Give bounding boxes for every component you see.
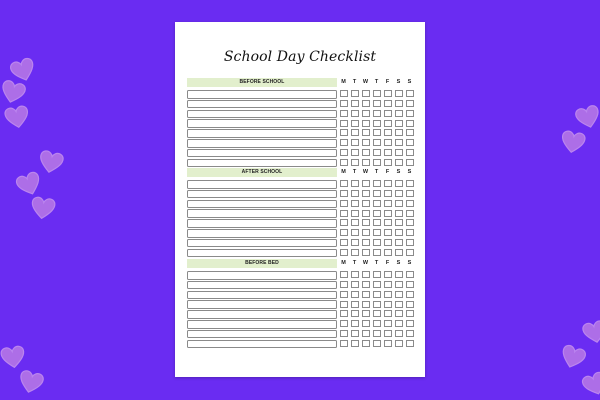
day-checkbox[interactable] xyxy=(373,139,381,146)
task-line[interactable] xyxy=(187,239,337,248)
task-line[interactable] xyxy=(187,330,337,339)
day-checkbox[interactable] xyxy=(340,310,348,317)
day-checkbox[interactable] xyxy=(340,340,348,347)
day-checkbox[interactable] xyxy=(340,110,348,117)
day-checkbox[interactable] xyxy=(373,340,381,347)
day-checkbox[interactable] xyxy=(340,190,348,197)
day-checkbox[interactable] xyxy=(406,320,414,327)
day-checkbox[interactable] xyxy=(340,180,348,187)
day-checkbox[interactable] xyxy=(362,330,370,337)
day-label: S xyxy=(407,169,412,175)
day-checkbox[interactable] xyxy=(395,180,403,187)
day-checkbox[interactable] xyxy=(395,271,403,278)
day-checkbox[interactable] xyxy=(395,320,403,327)
day-checkbox[interactable] xyxy=(395,110,403,117)
day-label: M xyxy=(341,79,346,85)
day-checkbox[interactable] xyxy=(373,271,381,278)
day-checkbox[interactable] xyxy=(340,320,348,327)
day-checkbox[interactable] xyxy=(395,291,403,298)
day-checkbox[interactable] xyxy=(362,301,370,308)
day-checkbox[interactable] xyxy=(384,330,392,337)
day-checkbox[interactable] xyxy=(384,320,392,327)
day-checkbox[interactable] xyxy=(362,210,370,217)
day-checkbox[interactable] xyxy=(373,291,381,298)
day-checkbox[interactable] xyxy=(384,100,392,107)
heart-icon xyxy=(2,103,32,131)
day-label: S xyxy=(407,260,412,266)
day-checkbox[interactable] xyxy=(406,129,414,136)
day-checkbox[interactable] xyxy=(395,120,403,127)
day-checkbox[interactable] xyxy=(351,190,359,197)
task-line[interactable] xyxy=(187,219,337,228)
section-header: BEFORE BED xyxy=(187,259,337,268)
day-checkbox[interactable] xyxy=(351,100,359,107)
day-checkbox[interactable] xyxy=(406,229,414,236)
day-checkbox[interactable] xyxy=(373,149,381,156)
task-line[interactable] xyxy=(187,180,337,189)
day-checkbox[interactable] xyxy=(384,159,392,166)
day-checkbox[interactable] xyxy=(373,100,381,107)
day-checkbox[interactable] xyxy=(362,129,370,136)
day-checkbox[interactable] xyxy=(362,180,370,187)
day-header-row xyxy=(339,78,415,87)
day-checkbox[interactable] xyxy=(351,281,359,288)
task-line[interactable] xyxy=(187,149,337,158)
heart-icon xyxy=(579,368,600,399)
day-checkbox[interactable] xyxy=(340,159,348,166)
day-checkbox[interactable] xyxy=(395,200,403,207)
day-checkbox[interactable] xyxy=(340,129,348,136)
day-checkbox[interactable] xyxy=(373,249,381,256)
day-checkbox[interactable] xyxy=(362,320,370,327)
day-checkbox[interactable] xyxy=(373,129,381,136)
heart-icon xyxy=(15,367,46,397)
day-label: S xyxy=(396,169,401,175)
day-checkbox[interactable] xyxy=(384,190,392,197)
task-line[interactable] xyxy=(187,200,337,209)
task-line[interactable] xyxy=(187,159,337,168)
day-checkbox[interactable] xyxy=(351,320,359,327)
day-checkbox[interactable] xyxy=(373,159,381,166)
day-checkbox[interactable] xyxy=(384,200,392,207)
day-checkbox[interactable] xyxy=(351,330,359,337)
day-checkbox[interactable] xyxy=(351,301,359,308)
day-checkbox[interactable] xyxy=(351,90,359,97)
checklist-page xyxy=(175,22,425,377)
day-header-row xyxy=(339,168,415,177)
day-checkbox[interactable] xyxy=(351,120,359,127)
day-checkbox[interactable] xyxy=(373,301,381,308)
day-checkbox[interactable] xyxy=(373,320,381,327)
day-checkbox[interactable] xyxy=(340,200,348,207)
day-checkbox[interactable] xyxy=(384,139,392,146)
day-label: W xyxy=(362,169,369,175)
day-checkbox[interactable] xyxy=(406,271,414,278)
day-checkbox[interactable] xyxy=(351,159,359,166)
day-label: T xyxy=(352,260,357,266)
task-line[interactable] xyxy=(187,100,337,109)
task-line[interactable] xyxy=(187,139,337,148)
day-checkbox[interactable] xyxy=(395,229,403,236)
task-line[interactable] xyxy=(187,129,337,138)
day-checkbox[interactable] xyxy=(384,90,392,97)
day-header-row xyxy=(339,259,415,268)
day-checkbox[interactable] xyxy=(362,110,370,117)
task-line[interactable] xyxy=(187,190,337,199)
day-checkbox[interactable] xyxy=(362,249,370,256)
day-checkbox[interactable] xyxy=(395,149,403,156)
day-label: W xyxy=(362,79,369,85)
day-label: T xyxy=(352,169,357,175)
day-checkbox[interactable] xyxy=(373,190,381,197)
day-checkbox[interactable] xyxy=(384,271,392,278)
day-label: T xyxy=(374,79,379,85)
day-checkbox[interactable] xyxy=(340,291,348,298)
day-checkbox[interactable] xyxy=(351,219,359,226)
day-checkbox[interactable] xyxy=(362,229,370,236)
day-checkbox[interactable] xyxy=(373,120,381,127)
heart-icon xyxy=(36,148,66,177)
section-header: BEFORE SCHOOL xyxy=(187,78,337,87)
day-checkbox[interactable] xyxy=(395,340,403,347)
day-checkbox[interactable] xyxy=(362,200,370,207)
day-checkbox[interactable] xyxy=(351,249,359,256)
day-checkbox[interactable] xyxy=(362,219,370,226)
day-checkbox[interactable] xyxy=(373,310,381,317)
day-checkbox[interactable] xyxy=(362,100,370,107)
day-checkbox[interactable] xyxy=(362,310,370,317)
day-checkbox[interactable] xyxy=(406,301,414,308)
day-checkbox[interactable] xyxy=(384,239,392,246)
day-checkbox[interactable] xyxy=(362,340,370,347)
day-checkbox[interactable] xyxy=(340,229,348,236)
day-checkbox[interactable] xyxy=(340,139,348,146)
day-checkbox[interactable] xyxy=(351,129,359,136)
day-checkbox[interactable] xyxy=(362,139,370,146)
day-checkbox[interactable] xyxy=(362,271,370,278)
day-label: T xyxy=(352,79,357,85)
day-checkbox[interactable] xyxy=(340,219,348,226)
day-checkbox[interactable] xyxy=(406,219,414,226)
task-line[interactable] xyxy=(187,249,337,258)
day-checkbox[interactable] xyxy=(395,90,403,97)
day-checkbox[interactable] xyxy=(351,310,359,317)
day-checkbox[interactable] xyxy=(406,239,414,246)
day-checkbox[interactable] xyxy=(406,90,414,97)
day-checkbox[interactable] xyxy=(340,120,348,127)
day-checkbox[interactable] xyxy=(384,120,392,127)
task-line[interactable] xyxy=(187,320,337,329)
day-checkbox[interactable] xyxy=(351,110,359,117)
day-checkbox[interactable] xyxy=(406,190,414,197)
day-checkbox[interactable] xyxy=(373,219,381,226)
day-checkbox[interactable] xyxy=(373,239,381,246)
day-checkbox[interactable] xyxy=(406,159,414,166)
day-checkbox[interactable] xyxy=(406,139,414,146)
day-checkbox[interactable] xyxy=(395,239,403,246)
day-checkbox[interactable] xyxy=(373,110,381,117)
task-line[interactable] xyxy=(187,110,337,119)
day-checkbox[interactable] xyxy=(373,90,381,97)
day-checkbox[interactable] xyxy=(340,149,348,156)
day-checkbox[interactable] xyxy=(406,281,414,288)
page-title: School Day Checklist xyxy=(223,49,377,65)
day-checkbox[interactable] xyxy=(362,291,370,298)
day-checkbox[interactable] xyxy=(351,139,359,146)
day-checkbox[interactable] xyxy=(395,219,403,226)
day-checkbox[interactable] xyxy=(351,210,359,217)
day-checkbox[interactable] xyxy=(373,281,381,288)
day-checkbox[interactable] xyxy=(351,180,359,187)
day-checkbox[interactable] xyxy=(340,100,348,107)
day-checkbox[interactable] xyxy=(406,200,414,207)
day-checkbox[interactable] xyxy=(362,281,370,288)
day-label: S xyxy=(396,79,401,85)
day-checkbox[interactable] xyxy=(373,229,381,236)
day-checkbox[interactable] xyxy=(362,239,370,246)
day-checkbox[interactable] xyxy=(406,330,414,337)
day-checkbox[interactable] xyxy=(351,291,359,298)
heart-icon xyxy=(572,102,600,132)
section-header: AFTER SCHOOL xyxy=(187,168,337,177)
heart-icon xyxy=(558,128,588,156)
day-checkbox[interactable] xyxy=(406,120,414,127)
day-checkbox[interactable] xyxy=(406,180,414,187)
day-checkbox[interactable] xyxy=(384,210,392,217)
day-label: W xyxy=(362,260,369,266)
day-checkbox[interactable] xyxy=(395,310,403,317)
day-checkbox[interactable] xyxy=(362,120,370,127)
day-checkbox[interactable] xyxy=(395,249,403,256)
task-line[interactable] xyxy=(187,271,337,280)
day-checkbox[interactable] xyxy=(351,229,359,236)
day-checkbox[interactable] xyxy=(340,90,348,97)
day-checkbox[interactable] xyxy=(395,330,403,337)
day-checkbox[interactable] xyxy=(362,149,370,156)
task-line[interactable] xyxy=(187,209,337,218)
day-label: F xyxy=(385,79,390,85)
day-checkbox[interactable] xyxy=(384,180,392,187)
day-label: F xyxy=(385,169,390,175)
day-checkbox[interactable] xyxy=(340,249,348,256)
heart-icon xyxy=(0,343,28,370)
day-label: S xyxy=(407,79,412,85)
day-checkbox[interactable] xyxy=(406,291,414,298)
day-checkbox[interactable] xyxy=(384,229,392,236)
day-checkbox[interactable] xyxy=(384,301,392,308)
day-checkbox[interactable] xyxy=(384,110,392,117)
day-checkbox[interactable] xyxy=(395,129,403,136)
task-line[interactable] xyxy=(187,90,337,99)
task-line[interactable] xyxy=(187,310,337,319)
day-checkbox[interactable] xyxy=(362,159,370,166)
day-checkbox[interactable] xyxy=(395,301,403,308)
day-checkbox[interactable] xyxy=(362,190,370,197)
day-checkbox[interactable] xyxy=(362,90,370,97)
day-checkbox[interactable] xyxy=(395,139,403,146)
day-checkbox[interactable] xyxy=(395,159,403,166)
day-checkbox[interactable] xyxy=(384,249,392,256)
heart-icon xyxy=(580,318,600,347)
day-checkbox[interactable] xyxy=(395,190,403,197)
day-checkbox[interactable] xyxy=(340,239,348,246)
day-checkbox[interactable] xyxy=(395,210,403,217)
day-checkbox[interactable] xyxy=(406,210,414,217)
task-line[interactable] xyxy=(187,291,337,300)
day-label: S xyxy=(396,260,401,266)
day-checkbox[interactable] xyxy=(384,340,392,347)
day-checkbox[interactable] xyxy=(384,310,392,317)
day-checkbox[interactable] xyxy=(384,219,392,226)
day-label: T xyxy=(374,169,379,175)
day-checkbox[interactable] xyxy=(351,340,359,347)
day-checkbox[interactable] xyxy=(406,249,414,256)
day-checkbox[interactable] xyxy=(351,239,359,246)
day-checkbox[interactable] xyxy=(406,100,414,107)
day-checkbox[interactable] xyxy=(406,340,414,347)
task-line[interactable] xyxy=(187,281,337,290)
day-checkbox[interactable] xyxy=(340,271,348,278)
day-checkbox[interactable] xyxy=(384,149,392,156)
task-line[interactable] xyxy=(187,300,337,309)
task-line[interactable] xyxy=(187,340,337,349)
day-checkbox[interactable] xyxy=(351,200,359,207)
day-checkbox[interactable] xyxy=(395,100,403,107)
day-checkbox[interactable] xyxy=(384,291,392,298)
day-checkbox[interactable] xyxy=(340,301,348,308)
day-label: F xyxy=(385,260,390,266)
heart-icon xyxy=(28,194,57,221)
day-label: M xyxy=(341,260,346,266)
day-checkbox[interactable] xyxy=(384,281,392,288)
task-line[interactable] xyxy=(187,229,337,238)
task-line[interactable] xyxy=(187,119,337,128)
day-checkbox[interactable] xyxy=(373,200,381,207)
day-checkbox[interactable] xyxy=(406,110,414,117)
day-checkbox[interactable] xyxy=(406,310,414,317)
day-label: T xyxy=(374,260,379,266)
day-checkbox[interactable] xyxy=(340,281,348,288)
day-checkbox[interactable] xyxy=(406,149,414,156)
day-checkbox[interactable] xyxy=(373,330,381,337)
day-checkbox[interactable] xyxy=(351,149,359,156)
day-checkbox[interactable] xyxy=(340,330,348,337)
day-checkbox[interactable] xyxy=(351,271,359,278)
day-checkbox[interactable] xyxy=(384,129,392,136)
day-checkbox[interactable] xyxy=(395,281,403,288)
day-label: M xyxy=(341,169,346,175)
day-checkbox[interactable] xyxy=(373,210,381,217)
day-checkbox[interactable] xyxy=(340,210,348,217)
day-checkbox[interactable] xyxy=(373,180,381,187)
